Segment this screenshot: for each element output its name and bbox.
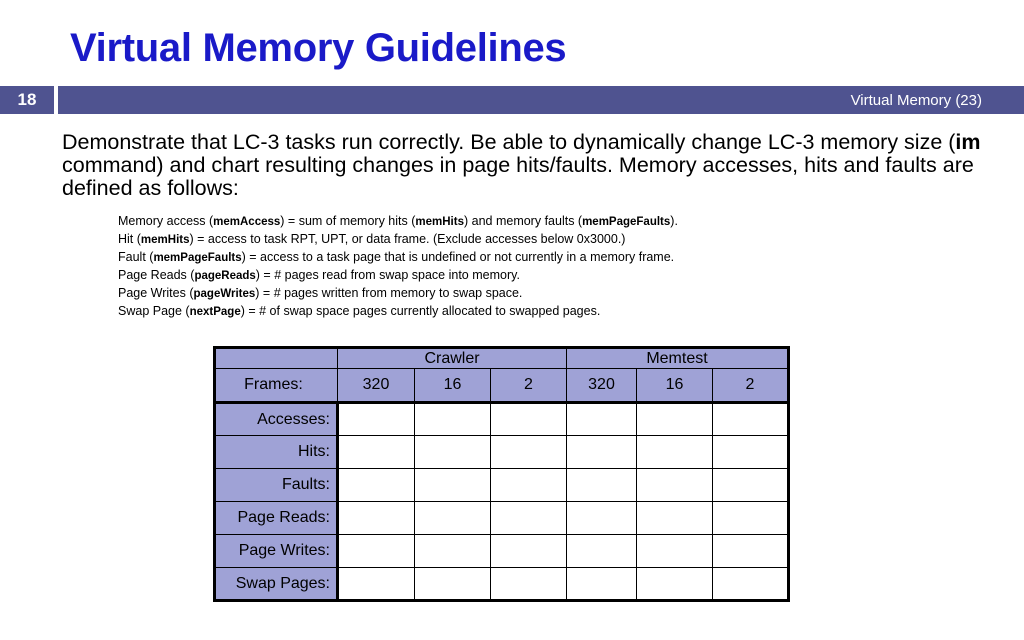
table-cell xyxy=(415,502,491,535)
table-cell xyxy=(567,469,637,502)
def-text: Swap Page ( xyxy=(118,304,190,318)
def-text: ) = # of swap space pages currently allocated to swapped pages. xyxy=(240,304,601,318)
frames-label: Frames: xyxy=(215,369,338,403)
group-crawler: Crawler xyxy=(338,348,567,369)
frames-value: 320 xyxy=(338,369,415,403)
table-cell xyxy=(491,502,567,535)
table-cell xyxy=(491,568,567,601)
intro-part2: command) and chart resulting changes in page hits/faults. Memory accesses, hits and faults are defined as follows: xyxy=(62,153,974,200)
table-cell xyxy=(713,469,789,502)
definition-page-writes xyxy=(118,285,968,303)
def-text: Page Reads ( xyxy=(118,268,195,282)
slide-title: Virtual Memory Guidelines xyxy=(70,26,567,70)
row-label: Hits: xyxy=(215,436,338,469)
table-cell xyxy=(567,568,637,601)
table-cell xyxy=(491,403,567,436)
table-cell xyxy=(713,568,789,601)
def-text: ). xyxy=(670,214,678,228)
table-cell xyxy=(713,535,789,568)
table-cell xyxy=(338,568,415,601)
def-term: nextPage xyxy=(189,306,241,318)
def-term: memAccess xyxy=(213,216,281,228)
def-term: memHits xyxy=(140,234,190,246)
table-cell xyxy=(415,535,491,568)
row-label: Swap Pages: xyxy=(215,568,338,601)
group-header-row xyxy=(215,348,789,369)
def-term: memPageFaults xyxy=(153,252,242,264)
table-cell xyxy=(637,535,713,568)
def-text: Hit ( xyxy=(118,232,141,246)
table-cell xyxy=(637,502,713,535)
frames-value: 320 xyxy=(567,369,637,403)
intro-paragraph xyxy=(62,131,1012,200)
corner-cell xyxy=(215,348,338,369)
slide-number: 18 xyxy=(0,86,54,114)
table-cell xyxy=(637,436,713,469)
table-row xyxy=(215,403,789,436)
frames-value: 16 xyxy=(415,369,491,403)
table-cell xyxy=(338,436,415,469)
row-label: Accesses: xyxy=(215,403,338,436)
table-cell xyxy=(415,568,491,601)
def-text: ) = # pages read from swap space into memory. xyxy=(255,268,520,282)
intro-command: im xyxy=(955,130,981,154)
table-cell xyxy=(338,469,415,502)
table-cell xyxy=(338,403,415,436)
table-cell xyxy=(567,535,637,568)
results-table xyxy=(213,346,790,602)
def-text: ) = access to task RPT, UPT, or data frame. (Exclude accesses below 0x3000.) xyxy=(189,232,626,246)
def-text: ) = sum of memory hits ( xyxy=(280,214,416,228)
def-text: ) = # pages written from memory to swap space. xyxy=(255,286,523,300)
intro-part1: Demonstrate that LC-3 tasks run correctly. Be able to dynamically change LC-3 memory size ( xyxy=(62,130,956,154)
table-cell xyxy=(338,535,415,568)
table-cell xyxy=(491,436,567,469)
row-label: Page Writes: xyxy=(215,535,338,568)
def-text: ) and memory faults ( xyxy=(463,214,583,228)
table-cell xyxy=(713,403,789,436)
table-cell xyxy=(637,568,713,601)
table-cell xyxy=(567,436,637,469)
frames-value: 16 xyxy=(637,369,713,403)
table-row xyxy=(215,469,789,502)
row-label: Faults: xyxy=(215,469,338,502)
def-text: Memory access ( xyxy=(118,214,214,228)
definition-mem-access xyxy=(118,213,968,231)
definitions-list xyxy=(118,213,968,321)
table-cell xyxy=(637,469,713,502)
table-cell xyxy=(415,469,491,502)
frames-value: 2 xyxy=(491,369,567,403)
table-cell xyxy=(491,535,567,568)
table-row xyxy=(215,436,789,469)
definition-fault xyxy=(118,249,968,267)
table-cell xyxy=(491,469,567,502)
row-label: Page Reads: xyxy=(215,502,338,535)
table-cell xyxy=(713,436,789,469)
def-term: pageWrites xyxy=(193,288,256,300)
def-text: Fault ( xyxy=(118,250,154,264)
def-term: memPageFaults xyxy=(582,216,671,228)
frames-row xyxy=(215,369,789,403)
definition-swap-page xyxy=(118,303,968,321)
table-cell xyxy=(567,403,637,436)
table-cell xyxy=(338,502,415,535)
table-row xyxy=(215,535,789,568)
def-text: ) = access to a task page that is undefined or not currently in a memory frame. xyxy=(241,250,675,264)
frames-value: 2 xyxy=(713,369,789,403)
header-bar xyxy=(58,86,1024,114)
table-cell xyxy=(567,502,637,535)
definition-page-reads xyxy=(118,267,968,285)
section-label: Virtual Memory (23) xyxy=(850,92,982,109)
table-cell xyxy=(637,403,713,436)
def-term: pageReads xyxy=(194,270,256,282)
table-row xyxy=(215,502,789,535)
table-cell xyxy=(415,436,491,469)
definition-hit xyxy=(118,231,968,249)
def-term: memHits xyxy=(415,216,464,228)
group-memtest: Memtest xyxy=(567,348,789,369)
def-text: Page Writes ( xyxy=(118,286,194,300)
table-row xyxy=(215,568,789,601)
table-cell xyxy=(713,502,789,535)
table-cell xyxy=(415,403,491,436)
